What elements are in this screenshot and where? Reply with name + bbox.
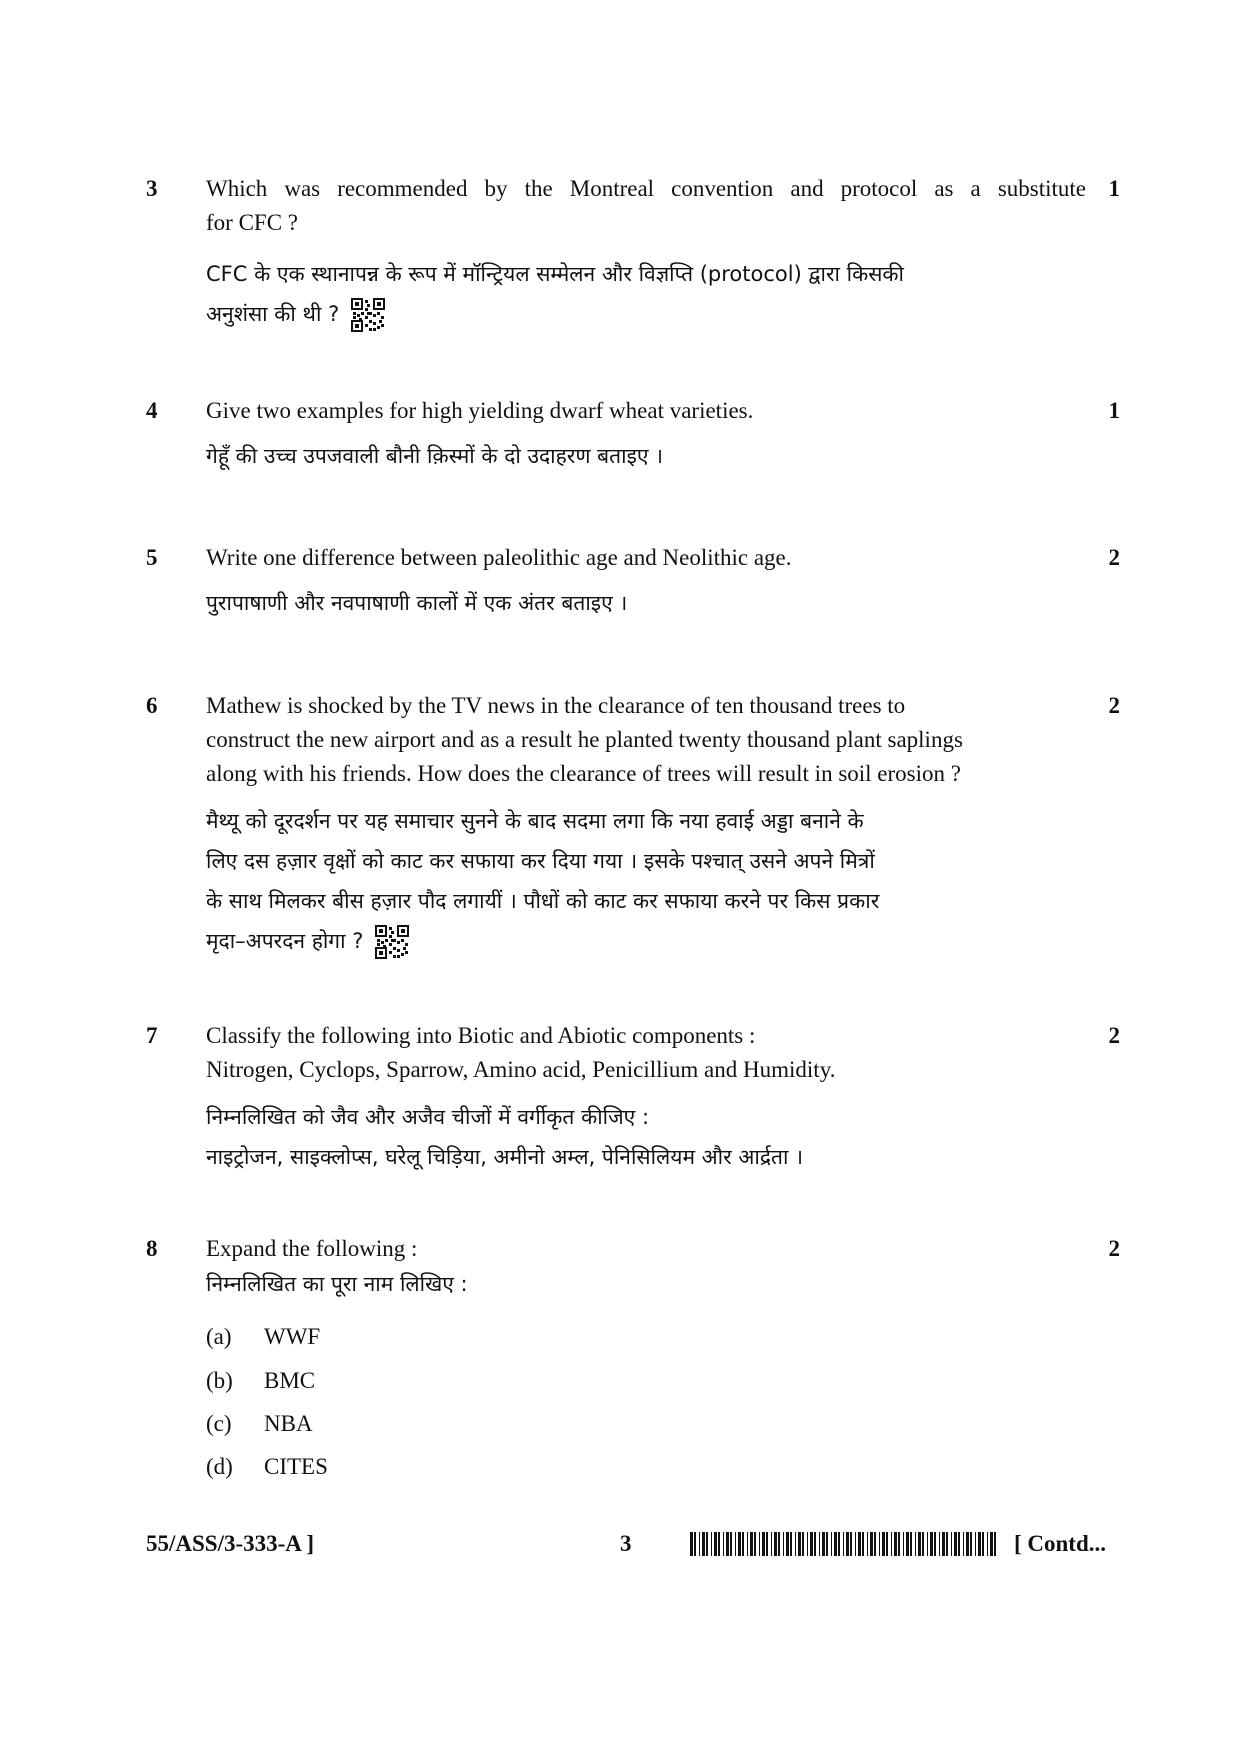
question-text-hindi: मैथ्यू को दूरदर्शन पर यह समाचार सुनने के बाद सदमा लगा कि नया हवाई अड्डा बनाने के लिए दस हज़ार वृक्षों को काट कर सफाया कर दिया गया । इसके पश्चात् उसने अपने मित्रों के साथ मिलकर बीस हज़ार पौद लगायीं । पौधों को काट कर सफाया करने पर किस प्रकार मृदा–अपरदन होगा ? xyxy=(206,801,1066,961)
option-text: WWF xyxy=(264,1324,321,1349)
option-b xyxy=(206,1364,315,1398)
page-number: 3 xyxy=(620,1531,632,1556)
question-marks: 1 xyxy=(1108,176,1120,201)
question-number: 6 xyxy=(146,693,158,718)
contd-label: [ Contd... xyxy=(1014,1531,1107,1556)
question-marks: 2 xyxy=(1108,545,1120,570)
question-text-english: Which was recommended by the Montreal convention and protocol as a substitute for CFC ? xyxy=(206,176,1086,235)
question-text-english: Expand the following : xyxy=(206,1236,418,1261)
question-text-hindi: CFC के एक स्थानापन्न के रूप में मॉन्ट्रियल सम्मेलन और विज्ञप्ति (protocol) द्वारा किसकी अनुशंसा की थी ? xyxy=(206,254,1066,334)
question-number: 7 xyxy=(146,1023,158,1048)
question-number: 3 xyxy=(146,176,158,201)
question-text-english: Mathew is shocked by the TV news in the clearance of ten thousand trees to construct the new airport and as a result he planted twenty thousand plant saplings along with his friends. How does the clearance of trees will result in soil erosion ? xyxy=(206,693,963,786)
option-label: (a) xyxy=(206,1324,232,1349)
option-text: CITES xyxy=(264,1454,328,1479)
question-text-english: Classify the following into Biotic and Abiotic components : Nitrogen, Cyclops, Sparrow, Amino acid, Penicillium and Humidity. xyxy=(206,1023,836,1082)
question-number: 4 xyxy=(146,398,158,423)
question-text-english: Give two examples for high yielding dwarf wheat varieties. xyxy=(206,398,754,423)
page-footer xyxy=(0,1526,1240,1562)
qr-code-icon[interactable] xyxy=(351,298,385,332)
question-text-hindi: निम्नलिखित का पूरा नाम लिखिए : xyxy=(206,1272,468,1296)
option-d xyxy=(206,1450,328,1484)
barcode-icon xyxy=(690,1532,1000,1556)
question-text-hindi: पुरापाषाणी और नवपाषाणी कालों में एक अंतर बताइए । xyxy=(206,591,628,615)
option-label: (c) xyxy=(206,1411,232,1436)
question-text-hindi: निम्नलिखित को जैव और अजैव चीजों में वर्गीकृत कीजिए : नाइट्रोजन, साइक्लोप्स, घरेलू चिड़िया, अमीनो अम्ल, पेनिसिलियम और आर्द्रता । xyxy=(206,1105,804,1169)
option-text: NBA xyxy=(264,1411,313,1436)
option-text: BMC xyxy=(264,1368,316,1393)
question-number: 5 xyxy=(146,545,158,570)
question-marks: 2 xyxy=(1108,693,1120,718)
qr-code-icon[interactable] xyxy=(375,925,409,959)
question-marks: 1 xyxy=(1108,398,1120,423)
question-text-english: Write one difference between paleolithic age and Neolithic age. xyxy=(206,545,792,570)
question-number: 8 xyxy=(146,1236,158,1261)
question-marks: 2 xyxy=(1108,1023,1120,1048)
option-label: (b) xyxy=(206,1368,233,1393)
option-c xyxy=(206,1407,313,1441)
question-text-hindi: गेहूँ की उच्च उपजवाली बौनी क़िस्मों के दो उदाहरण बताइए । xyxy=(206,444,664,468)
option-label: (d) xyxy=(206,1454,233,1479)
option-a xyxy=(206,1320,320,1354)
question-marks: 2 xyxy=(1108,1236,1120,1261)
paper-code: 55/ASS/3-333-A ] xyxy=(146,1531,315,1556)
